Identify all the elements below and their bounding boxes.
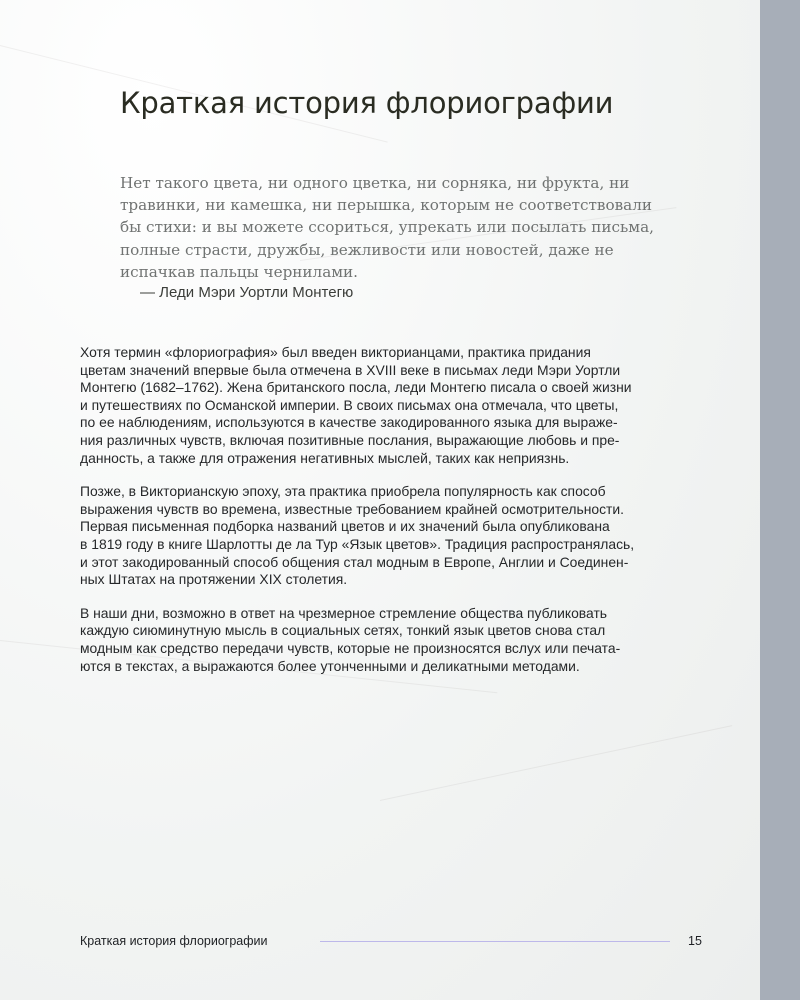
footer-divider (320, 941, 670, 942)
quote-attribution: — Леди Мэри Уортли Монтегю (140, 284, 354, 301)
quote-line: бы стихи: и вы можете ссориться, упрекать или посылать письма, (120, 218, 654, 237)
quote-line: полные страсти, дружбы, вежливости или новостей, даже не (120, 240, 614, 259)
text-line: каждую сиюминутную мысль в социальных сетях, тонкий язык цветов снова стал (80, 622, 606, 639)
text-line: Позже, в Викторианскую эпоху, эта практика приобрела популярность как способ (80, 483, 606, 500)
text-line: Первая письменная подборка названий цветов и их значений была опубликована (80, 518, 610, 535)
text-line: модным как средство передачи чувств, которые не произносятся вслух или печата- (80, 639, 621, 656)
quote-line: травинки, ни камешка, ни перышка, которым не соответствовали (120, 196, 652, 215)
page-number: 15 (688, 934, 702, 948)
text-line: Монтегю (1682–1762). Жена британского посла, леди Монтегю писала о своей жизни (80, 379, 632, 396)
article-body (80, 344, 720, 691)
text-line: и путешествиях по Османской империи. В своих письмах она отмечала, что цветы, (80, 396, 619, 413)
quote-line: Нет такого цвета, ни одного цветка, ни сорняка, ни фрукта, ни (120, 174, 630, 192)
page-title: Краткая история флориографии (120, 86, 614, 120)
paragraph (80, 344, 720, 467)
text-line: цветам значений впервые была отмечена в XVIII веке в письмах леди Мэри Уортли (80, 361, 621, 378)
marble-texture (380, 725, 732, 801)
text-line: ются в текстах, а выражаются более утонченными и деликатными методами. (80, 657, 580, 674)
paragraph (80, 605, 720, 675)
text-line: по ее наблюдениям, используются в качестве закодированного языка для выраже- (80, 414, 618, 431)
text-line: ных Штатах на протяжении XIX столетия. (80, 571, 348, 588)
text-line: в 1819 году в книге Шарлотты де ла Тур «Язык цветов». Традиция распространялась, (80, 535, 635, 552)
page-edge-sidebar (760, 0, 800, 1000)
text-line: выражения чувств во времена, известные требованием крайней осмотрительности. (80, 500, 625, 517)
quote-line: испачкав пальцы чернилами. (120, 262, 359, 281)
running-footer-title: Краткая история флориографии (80, 934, 268, 948)
text-line: данность, а также для отражения негативных мыслей, таких как неприязнь. (80, 449, 570, 466)
epigraph-quote (120, 172, 660, 283)
text-line: ния различных чувств, включая позитивные послания, выражающие любовь и пре- (80, 431, 620, 448)
paragraph (80, 483, 720, 589)
text-line: Хотя термин «флориография» был введен викторианцами, практика придания (80, 344, 591, 360)
text-line: В наши дни, возможно в ответ на чрезмерное стремление общества публиковать (80, 604, 608, 621)
text-line: и этот закодированный способ общения стал модным в Европе, Англии и Соединен- (80, 553, 629, 570)
